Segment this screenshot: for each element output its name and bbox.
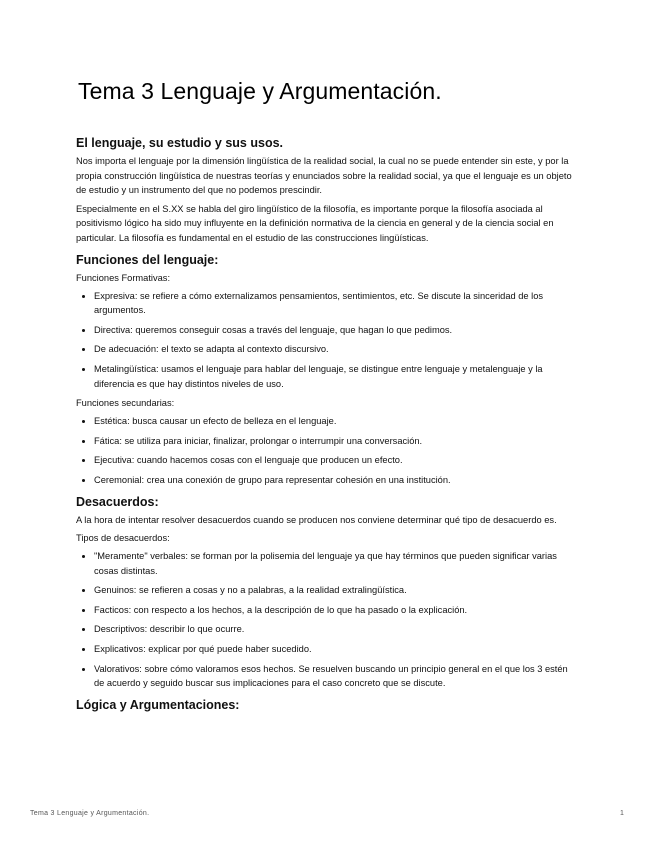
- list-tipos-desacuerdos: [76, 549, 574, 691]
- section-heading-desacuerdos: Desacuerdos:: [76, 494, 159, 509]
- section-heading-logica: Lógica y Argumentaciones:: [76, 697, 240, 712]
- section-heading-lenguaje: El lenguaje, su estudio y sus usos.: [76, 136, 284, 150]
- footer-title: Tema 3 Lenguaje y Argumentación.: [30, 810, 150, 817]
- list-item: • Ejecutiva: cuando hacemos cosas con el lenguaje que producen un efecto.: [94, 453, 574, 468]
- list-item: • Metalingüística: usamos el lenguaje para hablar del lenguaje, se distingue entre lenguaje y metalenguaje y la diferencia es que hay distintos niveles de uso.: [94, 362, 574, 391]
- paragraph: Especialmente en el S.XX se habla del giro lingüístico de la filosofía, es importante porque la filosofía asociada al positivismo lógico ha sido muy influyente en la definición normativa de la ciencia en general y de la ciencia social en particular. La filosofía es fundamental en el estudio de las construcciones lingüísticas.: [76, 203, 554, 243]
- subheading-formativas: Funciones Formativas:: [76, 272, 171, 283]
- subheading-tipos: Tipos de desacuerdos:: [76, 533, 170, 544]
- list-secundarias: [76, 414, 574, 487]
- document-body: [76, 136, 574, 716]
- list-item: • Ceremonial: crea una conexión de grupo para representar cohesión en una institución.: [94, 473, 574, 488]
- list-item: • Expresiva: se refiere a cómo externalizamos pensamientos, sentimientos, etc. Se discute la sinceridad de los argumentos.: [94, 289, 574, 318]
- list-item: • Explicativos: explicar por qué puede haber sucedido.: [94, 642, 574, 657]
- list-item: • "Meramente" verbales: se forman por la polisemia del lenguaje ya que hay términos que pueden significar varias cosas distintas.: [94, 549, 574, 578]
- list-formativas: [76, 289, 574, 392]
- section-heading-funciones: Funciones del lenguaje:: [76, 252, 219, 267]
- list-item: • Genuinos: se refieren a cosas y no a palabras, a la realidad extralingüística.: [94, 583, 574, 598]
- page-title: Tema 3 Lenguaje y Argumentación.: [78, 78, 442, 104]
- list-item: • De adecuación: el texto se adapta al contexto discursivo.: [94, 342, 574, 357]
- list-item: • Directiva: queremos conseguir cosas a través del lenguaje, que hagan lo que pedimos.: [94, 323, 574, 338]
- subheading-secundarias: Funciones secundarias:: [76, 398, 175, 409]
- paragraph: A la hora de intentar resolver desacuerdos cuando se producen nos conviene determinar qué tipo de desacuerdo es.: [76, 514, 557, 525]
- list-item: • Estética: busca causar un efecto de belleza en el lenguaje.: [94, 414, 574, 429]
- list-item: • Fática: se utiliza para iniciar, finalizar, prolongar o interrumpir una conversación.: [94, 434, 574, 449]
- list-item: • Facticos: con respecto a los hechos, a la descripción de lo que ha pasado o la explicación.: [94, 603, 574, 618]
- list-item: • Descriptivos: describir lo que ocurre.: [94, 622, 574, 637]
- list-item: • Valorativos: sobre cómo valoramos esos hechos. Se resuelven buscando un principio general en el que los 3 estén de acuerdo y seguido buscar sus implicaciones para el caso concreto que se discute.: [94, 662, 574, 691]
- paragraph: Nos importa el lenguaje por la dimensión lingüística de la realidad social, la cual no se puede entender sin este, y por la propia construcción lingüística de nuestras teorías y enunciados sobre la realidad social, ya que el lenguaje es un objeto de estudio y un instrumento del que no podemos prescindir.: [76, 156, 572, 196]
- page-number: 1: [620, 810, 624, 817]
